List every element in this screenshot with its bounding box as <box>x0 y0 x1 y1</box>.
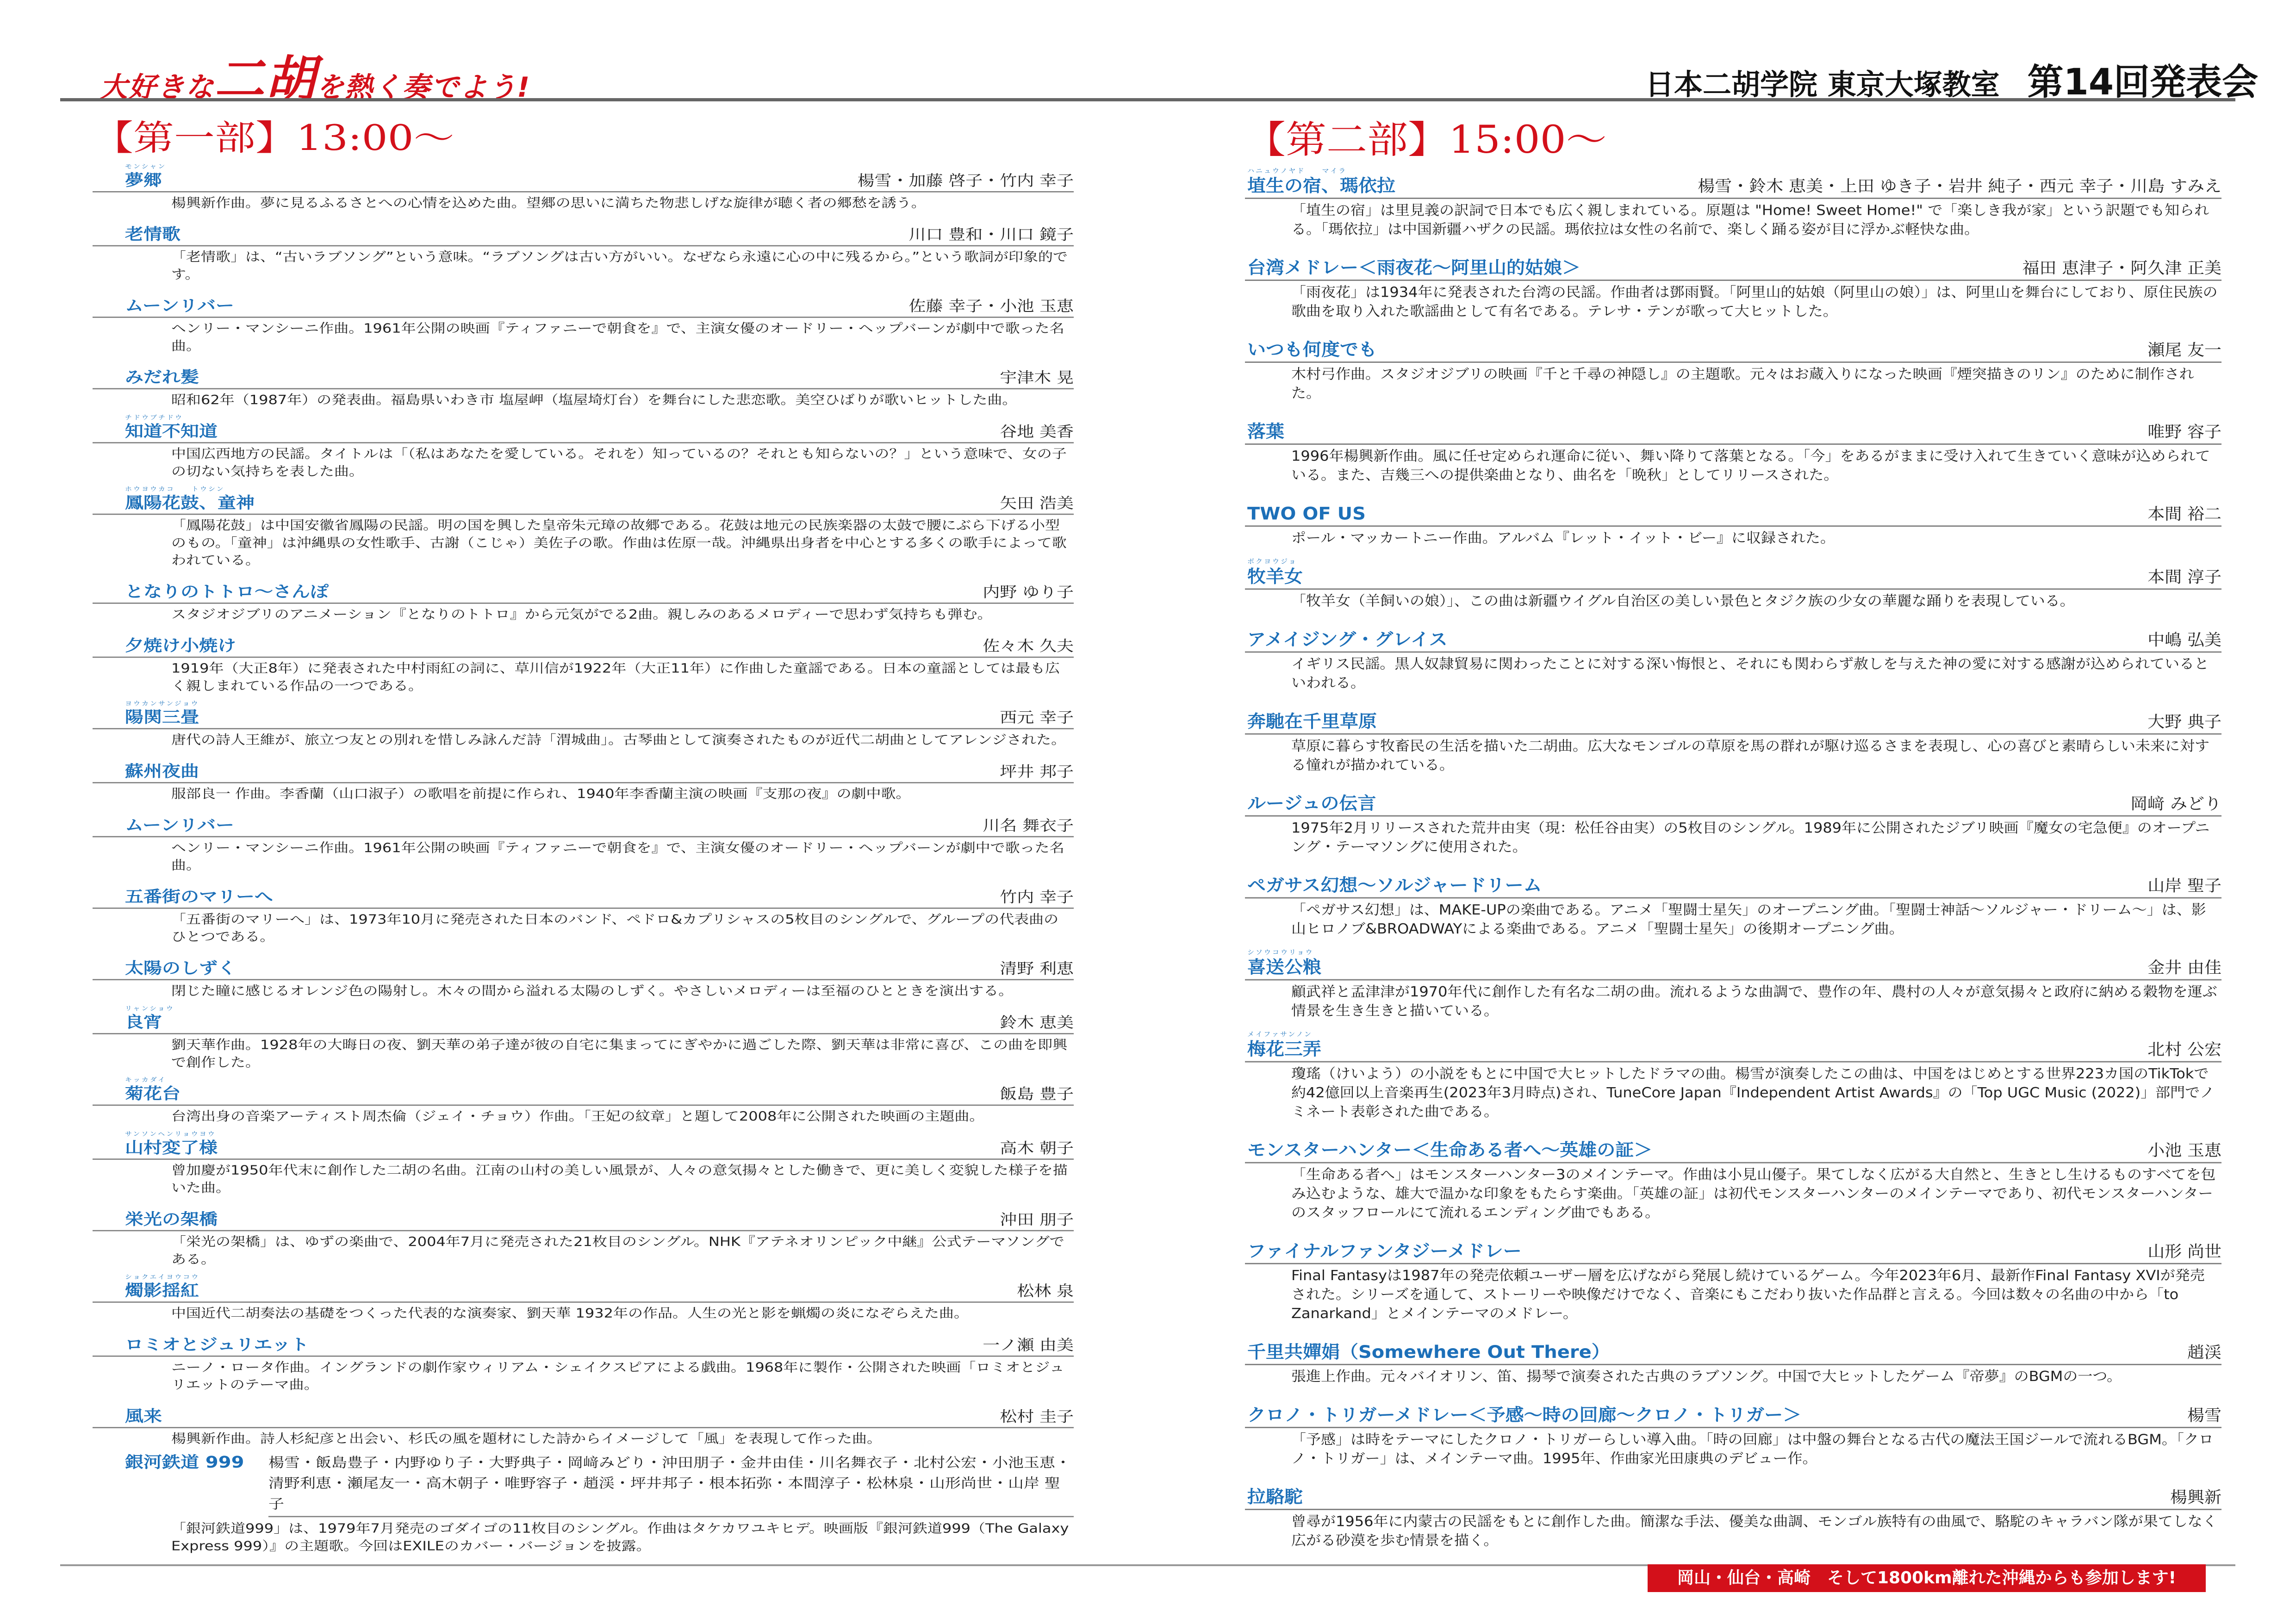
song-title: 梅花三弄 <box>1247 1039 1321 1059</box>
program-entry <box>1245 249 2221 321</box>
title-ruby <box>1247 1131 2221 1140</box>
song-description: 中国広西地方の民謡。タイトルは「（私はあなたを愛している。それを）知っているの？それとも知らないの？」という意味で、女の子の切ない気持ちを表した曲。 <box>171 446 1067 479</box>
song-description: ヘンリー・マンシーニ作曲。1961年公開の映画『ティファニーで朝食を』で、主演女優のオードリー・ヘップバーンが劇中で歌った名曲。 <box>171 320 1064 354</box>
program-entry <box>93 1004 1074 1070</box>
song-description: 瓊瑤（けいよう）の小説をもとに中国で大ヒットしたドラマの曲。楊雪が演奏したこの曲は、中国をはじめとする世界223カ国のTikTokで約42億回以上音楽再生(2023年3月時点)され、TuneCore Japan『Independent Artist Awards』の「Top UGC Music (2022)」部門でノミネート表彰された曲である。 <box>1291 1065 2215 1120</box>
program-entry <box>93 288 1074 354</box>
entry-header <box>1245 175 2221 199</box>
part1-list <box>93 162 1074 1447</box>
program-entry <box>1245 866 2221 939</box>
entry-header <box>1245 566 2221 590</box>
title-ruby <box>125 1399 1074 1406</box>
header-title <box>1645 53 2258 105</box>
program-entry <box>1245 494 2221 548</box>
title-ruby <box>1247 1396 2221 1405</box>
song-title: 牧羊女 <box>1247 566 1303 587</box>
performers: 宇津木 晃 <box>1000 369 1074 386</box>
song-description: 1996年楊興新作曲。風に任せ定められ運命に従い、舞い降りて落葉となる。「今」をあるがままに受け入れて生きていく意味が込められている。また、吉幾三への提供楽曲となり、曲名を「晩秋」としてリリースされた。 <box>1291 448 2210 483</box>
program-entry <box>1245 620 2221 692</box>
performers: 松林 泉 <box>1017 1282 1074 1300</box>
title-ruby <box>125 753 1074 761</box>
entry-header <box>93 170 1074 192</box>
program-entry <box>93 485 1074 569</box>
song-title: 鳳陽花鼓、童神 <box>125 493 255 512</box>
entry-header <box>93 1138 1074 1160</box>
song-title: 拉駱駝 <box>1247 1487 1303 1507</box>
title-ruby <box>1247 1232 2221 1241</box>
program-entry <box>93 162 1074 212</box>
title-ruby: ボクヨウジョ <box>1247 558 1297 566</box>
performers: 福田 恵津子・阿久津 正美 <box>2022 259 2221 278</box>
song-title: となりのトトロ～さんぽ <box>125 583 329 601</box>
program-entry <box>1245 1030 2221 1121</box>
title-ruby: キッカダイ <box>125 1076 167 1084</box>
title-ruby: ハニュウノヤド マイラ <box>1247 167 1347 175</box>
program-entry <box>93 808 1074 874</box>
entry-header <box>93 761 1074 783</box>
ginga-entry <box>93 1452 1074 1555</box>
entry-header <box>1245 793 2221 816</box>
program-entry <box>1245 1396 2221 1468</box>
title-ruby: ショクエイヨウコウ <box>125 1273 200 1281</box>
song-description: 楊興新作曲。詩人杉紀彦と出会い、杉氏の風を題材にした詩からイメージして「風」を表現して作った曲。 <box>171 1431 882 1446</box>
song-title: ムーンリバー <box>125 816 234 835</box>
song-description: 「五番街のマリーへ」は、1973年10月に発売された日本のバンド、ペドロ&カプリシャスの5枚目のシングルで、グループの代表曲のひとつである。 <box>171 911 1059 944</box>
entry-header <box>1245 1405 2221 1428</box>
song-title: 埴生の宿、瑪依拉 <box>1247 176 1395 196</box>
ginga-head <box>93 1452 1074 1517</box>
song-description: 草原に暮らす牧畜民の生活を描いた二胡曲。広大なモンゴルの草原を馬の群れが駆け巡るさまを表現し、心の喜びと素晴らしい未来に対する憧れが描かれている。 <box>1291 737 2210 773</box>
song-description: 「埴生の宿」は里見義の訳詞で日本でも広く親しまれている。原題は "Home! Sweet Home!" で「楽しき我が家」という訳題でも知られる。「瑪依拉」は中国新疆ハザクの民謡。瑪依拉は女性の名前で、楽しく踊る姿が目に浮かぶ軽快な曲。 <box>1291 202 2209 237</box>
song-description: スタジオジブリのアニメーション『となりのトトロ』から元気がでる2曲。親しみのあるメロディーで思わず気持ちも弾む。 <box>171 606 992 622</box>
song-title: 陽関三畳 <box>125 708 199 727</box>
title-ruby <box>125 808 1074 815</box>
performers: 清野 利恵 <box>1000 960 1074 977</box>
song-description: 「栄光の架橋」は、ゆずの楽曲で、2004年7月に発売された21枚目のシングル。NHK『アテネオリンピック中継』公式テーマソングである。 <box>171 1234 1064 1267</box>
title-ruby <box>1247 702 2221 711</box>
performers: 本間 淳子 <box>2147 567 2221 586</box>
performers: 岡﨑 みどり <box>2130 794 2221 813</box>
performers: 佐々木 久夫 <box>983 637 1074 655</box>
performers: 北村 公宏 <box>2147 1040 2221 1059</box>
slogan-pre: 大好きな <box>100 71 214 104</box>
song-title: 太陽のしずく <box>125 959 236 978</box>
song-title: 落葉 <box>1247 422 1284 442</box>
song-title: 蘇州夜曲 <box>125 762 199 781</box>
program-entry <box>93 1273 1074 1322</box>
performers: 谷地 美香 <box>1000 423 1074 441</box>
song-description: 曾加慶が1950年代末に創作した二胡の名曲。江南の山村の美しい風景が、人々の意気揚々とした働きで、更に美しく変貌した様子を描いた曲。 <box>171 1162 1068 1195</box>
entry-header <box>1245 957 2221 980</box>
title-ruby: モンシャン <box>125 163 167 170</box>
song-title: クロノ・トリガーメドレー＜予感～時の回廊～クロノ・トリガー＞ <box>1247 1405 1802 1425</box>
entry-header <box>93 1084 1074 1106</box>
title-ruby <box>125 288 1074 296</box>
song-description: 服部良一 作曲。李香蘭（山口淑子）の歌唱を前提に作られ、1940年李香蘭主演の映画『支那の夜』の劇中歌。 <box>171 786 911 802</box>
program-entry <box>93 1130 1074 1196</box>
song-description: 唐代の詩人王維が、旅立つ友との別れを惜しみ詠んだ詩「渭城曲」。古琴曲として演奏されたものが近代二胡曲としてアレンジされた。 <box>171 732 1066 747</box>
program-entry <box>93 1327 1074 1393</box>
program-entry <box>93 628 1074 694</box>
song-description: 昭和62年（1987年）の発表曲。福島県いわき市 塩屋岬（塩屋埼灯台）を舞台にした悲恋歌。美空ひばりが歌いヒットした曲。 <box>171 392 1017 407</box>
song-title: ファイナルファンタジーメドレー <box>1247 1241 1522 1262</box>
entry-header <box>93 887 1074 908</box>
entry-header <box>1245 421 2221 445</box>
song-description: 「予感」は時をテーマにしたクロノ・トリガーらしい導入曲。「時の回廊」は中盤の舞台となる古代の魔法王国ジールで流れるBGM。「クロノ・トリガー」は、メインテーマ曲。1995年、作曲家光田康典のデビュー作。 <box>1291 1431 2214 1467</box>
program-entry <box>93 360 1074 409</box>
song-title: ロミオとジュリエット <box>125 1336 309 1354</box>
title-ruby: ホウヨウカコ トウシン <box>125 485 225 493</box>
song-title: 喜送公粮 <box>1247 958 1321 977</box>
entry-header <box>93 367 1074 389</box>
program-entry <box>1245 412 2221 485</box>
title-ruby <box>1247 784 2221 793</box>
song-description: 中国近代二胡奏法の基礎をつくった代表的な演奏家、劉天華 1932年の作品。人生の光と影を蝋燭の炎になぞらえた曲。 <box>171 1305 969 1321</box>
performers: 竹内 幸子 <box>1000 888 1074 906</box>
program-entry <box>1245 1232 2221 1323</box>
performers: 趙渓 <box>2187 1343 2221 1362</box>
song-title: いつも何度でも <box>1247 340 1377 360</box>
song-description: 楊興新作曲。夢に見るふるさとへの心情を込めた曲。望郷の思いに満ちた物悲しげな旋律が聴く者の郷愁を誘う。 <box>171 195 926 211</box>
song-description: 曾尋が1956年に内蒙古の民謡をもとに創作した曲。簡潔な手法、優美な曲調、モンゴル族特有の曲風で、駱駝のキャラバン隊が果てしなく広がる砂漠を歩む情景を描く。 <box>1291 1513 2217 1549</box>
title-ruby <box>125 217 1074 224</box>
performers: 小池 玉恵 <box>2147 1141 2221 1160</box>
program-entry <box>93 1201 1074 1268</box>
org-name: 日本二胡学院 東京大塚教室 <box>1645 68 2000 101</box>
song-description: 1975年2月リリースされた荒井由実（現：松任谷由実）の5枚目のシングル。1989年に公開されたジブリ映画『魔女の宅急便』のオープニング・テーマソングに使用された。 <box>1291 819 2210 855</box>
program-entry <box>1245 167 2221 239</box>
entry-header <box>93 1209 1074 1231</box>
performers: 楊雪 <box>2187 1406 2221 1425</box>
entry-header <box>93 582 1074 604</box>
entry-header <box>1245 1139 2221 1163</box>
entry-header <box>93 636 1074 658</box>
entry-header <box>1245 711 2221 734</box>
title-ruby <box>1247 330 2221 339</box>
song-title: ペガサス幻想～ソルジャードリーム <box>1247 876 1542 896</box>
slogan-big: 二胡 <box>214 51 317 109</box>
performers: 沖田 朋子 <box>1000 1211 1074 1228</box>
entry-header <box>1245 503 2221 527</box>
performers: 楊雪・鈴木 恵美・上田 ゆき子・岩井 純子・西元 幸子・川島 すみえ <box>1698 177 2221 196</box>
event-name: 第14回発表会 <box>2027 62 2259 103</box>
performers: 高木 朝子 <box>1000 1139 1074 1157</box>
entry-header <box>1245 339 2221 363</box>
song-title: 奔馳在千里草原 <box>1247 711 1377 732</box>
performers: 内野 ゆり子 <box>983 583 1074 601</box>
program-entry <box>93 879 1074 945</box>
title-ruby <box>1247 866 2221 875</box>
entry-header <box>93 422 1074 443</box>
title-ruby: チドウブチドウ <box>125 414 184 421</box>
entry-header <box>1245 1240 2221 1264</box>
song-description: 「老情歌」は、“古いラブソング”という意味。“ラブソングは古い方がいい。なぜなら永遠に心の中に残るから。”という歌詞が印象的です。 <box>171 249 1068 282</box>
performers: 松村 圭子 <box>1000 1408 1074 1425</box>
performers: 本間 裕二 <box>2147 504 2221 523</box>
entry-header <box>93 1406 1074 1428</box>
song-description: ニーノ・ロータ作曲。イングランドの劇作家ウィリアム・シェイクスピアによる戯曲。1968年に製作・公開された映画「ロミオとジュリエットのテーマ曲。 <box>171 1359 1064 1392</box>
footer-banner: 岡山・仙台・高崎 そして1800km離れた沖縄からも参加します! <box>1648 1564 2206 1592</box>
performers: 一ノ瀬 由美 <box>983 1336 1074 1354</box>
performers: 楊雪・加藤 啓子・竹内 幸子 <box>857 172 1074 189</box>
part1-title: 【第一部】13:00～ <box>93 117 454 158</box>
song-description: ポール・マッカートニー作曲。アルバム『レット・イット・ビー』に収録された。 <box>1291 529 1836 547</box>
program-entry <box>93 217 1074 283</box>
performers: 川口 豊和・川口 鏡子 <box>908 226 1074 243</box>
entry-header <box>1245 1487 2221 1510</box>
performers: 中嶋 弘美 <box>2147 630 2221 649</box>
title-ruby <box>125 360 1074 367</box>
entry-header <box>93 493 1074 515</box>
ginga-desc: 「銀河鉄道999」は、1979年7月発売のゴダイゴの11枚目のシングル。作曲はタケカワユキヒデ。映画版『銀河鉄道999（The Galaxy Express 999）』の主題歌。今回はEXILEのカバー・バージョンを披露。 <box>171 1520 1069 1554</box>
song-title: TWO OF US <box>1247 504 1366 524</box>
performers: 川名 舞衣子 <box>983 817 1074 834</box>
entry-header <box>93 1335 1074 1356</box>
song-title: ムーンリバー <box>125 297 234 315</box>
title-ruby <box>1247 494 2221 503</box>
top-divider <box>60 98 2235 101</box>
program-entry <box>93 699 1074 748</box>
program-entry <box>93 1399 1074 1448</box>
ginga-performers: 楊雪・飯島豊子・内野ゆり子・大野典子・岡﨑みどり・沖田朋子・金井由佳・川名舞衣子・北村公宏・小池玉恵・清野利恵・瀬尾友一・高木朝子・唯野容子・趙渓・坪井邦子・根本拓弥・本間淳子・松林泉・山形尚世・山岸 聖子 <box>268 1452 1074 1517</box>
program-entry <box>1245 702 2221 774</box>
part2-column <box>1245 116 2221 1560</box>
song-title: 風来 <box>125 1407 162 1425</box>
song-description: ヘンリー・マンシーニ作曲。1961年公開の映画『ティファニーで朝食を』で、主演女優のオードリー・ヘップバーンが劇中で歌った名曲。 <box>171 840 1064 873</box>
program-entry <box>1245 784 2221 856</box>
song-title: 千里共嬋娟（Somewhere Out There） <box>1247 1342 1610 1363</box>
title-ruby: シソウコウリョウ <box>1247 948 1314 957</box>
song-description: 「雨夜花」は1934年に発表された台湾の民謡。作曲者は鄧雨賢。「阿里山的姑娘（阿里山の娘）」は、阿里山を舞台にしており、原住民族の歌曲を取り入れた歌謡曲として有名である。テレサ・テンが歌って大ヒットした。 <box>1291 284 2218 319</box>
song-title: 夕焼け小焼け <box>125 636 236 655</box>
song-description: 「ペガサス幻想」は、MAKE-UPの楽曲である。アニメ「聖闘士星矢」のオープニング曲。「聖闘士神話～ソルジャー・ドリーム～」は、影山ヒロノブ&BROADWAYによる楽曲である。アニメ「聖闘士星矢」の後期オープニング曲。 <box>1291 901 2206 937</box>
performers: 瀬尾 友一 <box>2147 341 2221 360</box>
title-ruby <box>125 1201 1074 1209</box>
song-description: 張進上作曲。元々バイオリン、笛、揚琴で演奏された古典のラブソング。中国で大ヒットしたゲーム『帝夢』のBGMの一つ。 <box>1291 1368 2122 1385</box>
title-ruby <box>125 879 1074 887</box>
entry-header <box>1245 1341 2221 1365</box>
song-description: 木村弓作曲。スタジオジブリの映画『千と千尋の神隠し』の主題歌。元々はお蔵入りになった映画『煙突描きのリン』のために制作された。 <box>1291 366 2194 401</box>
entry-header <box>1245 1039 2221 1062</box>
song-title: ルージュの伝言 <box>1247 793 1376 814</box>
title-ruby: リャンショウ <box>125 1005 174 1012</box>
song-description: イギリス民謡。黒人奴隷貿易に関わったことに対する深い悔恨と、それにも関わらず赦しを与えた神の愛に対する感謝が込められているといわれる。 <box>1291 655 2209 691</box>
program-entry <box>93 414 1074 480</box>
program-entry <box>93 1076 1074 1125</box>
title-ruby <box>1247 412 2221 421</box>
song-description: 「鳳陽花鼓」は中国安徽省鳳陽の民謡。明の国を興した皇帝朱元璋の故郷である。花鼓は地元の民族楽器の太鼓で腰にぶら下げる小型のもの。「童神」は沖縄県の女性歌手、古謝（こじゃ）美佐子の歌。作曲は佐原一哉。沖縄県出身者を中心とする多くの歌手によって歌われている。 <box>171 517 1067 568</box>
program-entry <box>1245 1131 2221 1222</box>
slogan-post: を熱く奏でよう! <box>316 71 531 104</box>
song-description: 「生命ある者へ」はモンスターハンター3のメインテーマ。作曲は小見山優子。果てしなく広がる大自然と、生きとし生けるものすべてを包み込むような、雄大で温かな印象をもたらす楽曲。「英雄の証」は初代モンスターハンターのメインテーマであり、初代モンスターハンターのスタッフロールにて流れるエンディング曲でもある。 <box>1291 1166 2216 1221</box>
program-entry <box>93 753 1074 803</box>
performers: 山岸 聖子 <box>2147 876 2221 895</box>
song-title: モンスターハンター＜生命ある者へ～英雄の証＞ <box>1247 1140 1653 1161</box>
performers: 山形 尚世 <box>2147 1242 2221 1261</box>
title-ruby: メイファサンノン <box>1247 1030 1313 1039</box>
song-description: 「牧羊女（羊飼いの娘）」、この曲は新疆ウイグル自治区の美しい景色とタジク族の少女の華麗な踊りを表現している。 <box>1291 592 2075 610</box>
title-ruby: ヨウカンサンジョウ <box>125 700 199 707</box>
program-entry <box>93 951 1074 1000</box>
song-title: 菊花台 <box>125 1084 180 1103</box>
song-description: 閉じた瞳に感じるオレンジ色の陽射し。木々の間から溢れる太陽のしずく。やさしいメロディーは至福のひとときを演出する。 <box>171 983 1014 998</box>
entry-header <box>93 815 1074 837</box>
title-ruby <box>1247 1478 2221 1487</box>
song-description: 顧武祥と孟津津が1970年代に創作した有名な二胡の曲。流れるような曲調で、豊作の年、農村の人々が意気揚々と政府に納める穀物を運ぶ情景を生き生きと描いている。 <box>1291 983 2217 1019</box>
song-description: Final Fantasyは1987年の発売依頼ユーザー層を広げながら発展し続けているゲーム。今年2023年6月、最新作Final Fantasy XVIが発売された。シリーズを通して、ストーリーや映像だけでなく、音楽にもこだわり抜いた作品群と言える。今回は数々の名曲の中から「to Zanarkand」とメインテーマのメドレー。 <box>1291 1267 2205 1322</box>
song-description: 劉天華作曲。1928年の大晦日の夜、劉天華の弟子達が彼の自宅に集まってにぎやかに過ごした際、劉天華は非常に喜び、この曲を即興で創作した。 <box>171 1037 1068 1070</box>
title-ruby <box>125 574 1074 582</box>
performers: 鈴木 恵美 <box>1000 1014 1074 1031</box>
title-ruby <box>125 951 1074 958</box>
song-description: 1919年（大正8年）に発表された中村雨紅の詞に、草川信が1922年（大正11年）に作曲した童謡である。日本の童謡としては最も広く親しまれている作品の一つである。 <box>171 660 1060 693</box>
entry-header <box>1245 257 2221 281</box>
performers: 西元 幸子 <box>1000 709 1074 726</box>
song-description: 台湾出身の音楽アーティスト周杰倫（ジェイ・チョウ）作曲。「王妃の紋章」と題して2008年に公開された映画の主題曲。 <box>171 1108 984 1124</box>
program-entry <box>1245 557 2221 610</box>
program-entry <box>1245 1333 2221 1386</box>
title-ruby <box>1247 620 2221 629</box>
part2-title: 【第二部】15:00～ <box>1245 117 1607 162</box>
performers: 楊興新 <box>2170 1488 2221 1507</box>
part2-list <box>1245 167 2221 1550</box>
program-entry <box>1245 948 2221 1020</box>
title-ruby <box>1247 249 2221 257</box>
entry-header <box>93 296 1074 318</box>
entry-header <box>93 958 1074 980</box>
song-title: アメイジング・グレイス <box>1247 629 1448 650</box>
title-ruby: サンソンヘンリョウヨウ <box>125 1130 216 1138</box>
part1-column <box>93 116 1074 1560</box>
song-title: 山村変了様 <box>125 1139 218 1157</box>
program-entry <box>93 574 1074 623</box>
performers: 佐藤 幸子・小池 玉恵 <box>908 298 1074 315</box>
entry-header <box>93 1281 1074 1303</box>
title-ruby <box>1247 1333 2221 1342</box>
song-title: 栄光の架橋 <box>125 1210 218 1229</box>
song-title: 良宵 <box>125 1013 162 1032</box>
entry-header <box>1245 875 2221 898</box>
title-ruby <box>125 628 1074 636</box>
program-entry <box>1245 330 2221 403</box>
performers: 唯野 容子 <box>2147 423 2221 442</box>
performers: 金井 由佳 <box>2147 958 2221 977</box>
song-title: 五番街のマリーへ <box>125 888 273 906</box>
performers: 大野 典子 <box>2147 712 2221 731</box>
program-entry <box>1245 1478 2221 1550</box>
title-ruby <box>125 1327 1074 1335</box>
performers: 坪井 邦子 <box>1000 763 1074 780</box>
song-title: 知道不知道 <box>125 422 218 441</box>
performers: 矢田 浩美 <box>1000 494 1074 512</box>
song-title: 老情歌 <box>125 225 180 244</box>
entry-header <box>1245 629 2221 653</box>
ginga-title: 銀河鉄道 999 <box>125 1453 244 1472</box>
song-title: みだれ髪 <box>125 368 199 387</box>
performers: 飯島 豊子 <box>1000 1085 1074 1103</box>
song-title: 燭影揺紅 <box>125 1282 199 1300</box>
entry-header <box>93 1013 1074 1034</box>
entry-header <box>93 224 1074 246</box>
entry-header <box>93 708 1074 729</box>
song-title: 台湾メドレー＜雨夜花～阿里山的姑娘＞ <box>1247 258 1580 278</box>
song-title: 夢郷 <box>125 171 162 190</box>
